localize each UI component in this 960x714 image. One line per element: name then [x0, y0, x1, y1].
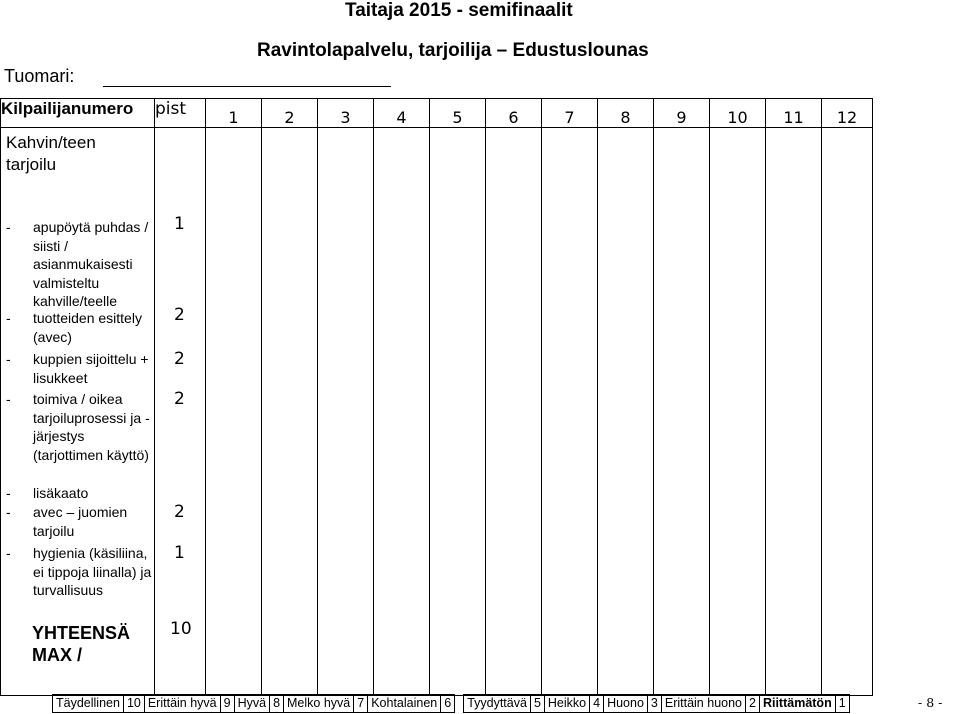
- max-points-value: 2: [174, 389, 185, 409]
- competitor-header-8: 8: [598, 99, 654, 128]
- score-cell-11[interactable]: [766, 128, 822, 696]
- scale-value: 8: [270, 694, 284, 713]
- competitor-header-3: 3: [318, 99, 374, 128]
- score-cell-8[interactable]: [598, 128, 654, 696]
- competitor-header-6: 6: [486, 99, 542, 128]
- score-cell-4[interactable]: [374, 128, 430, 696]
- scale-value: 6: [441, 694, 455, 713]
- scale-label: Hyvä: [235, 694, 270, 713]
- max-points-value: 2: [174, 349, 185, 369]
- score-cell-5[interactable]: [430, 128, 486, 696]
- scale-value: 7: [354, 694, 368, 713]
- points-cell: [155, 128, 206, 696]
- competitor-header-12: 12: [822, 99, 873, 128]
- criterion-text: hygienia (käsiliina, ei tippoja liinalla) ja turvallisuus: [33, 545, 152, 598]
- score-cell-3[interactable]: [318, 128, 374, 696]
- criterion-text: apupöytä puhdas / siisti / asianmukaisesti valmisteltu kahville/teelle: [33, 219, 149, 309]
- criterion-item: - lisäkaato: [1, 484, 154, 503]
- section-title: Kahvin/teen tarjoilu: [6, 133, 96, 174]
- criterion-text: avec – juomien tarjoilu: [33, 504, 128, 539]
- scale-value: 3: [648, 694, 662, 713]
- score-cell-10[interactable]: [710, 128, 766, 696]
- criterion-text: tuotteiden esittely (avec): [33, 310, 142, 345]
- scale-label: Kohtalainen: [368, 694, 441, 713]
- competitor-header-2: 2: [262, 99, 318, 128]
- criterion-text: lisäkaato: [33, 485, 89, 501]
- criteria-row: [1, 128, 873, 696]
- score-cell-7[interactable]: [542, 128, 598, 696]
- header-row: [1, 99, 873, 128]
- judge-label: Tuomari:: [4, 66, 75, 86]
- total-points-value: 10: [170, 619, 192, 639]
- scale-value: 5: [531, 694, 545, 713]
- score-cell-12[interactable]: [822, 128, 873, 696]
- competitor-header-1: 1: [206, 99, 262, 128]
- score-cell-2[interactable]: [262, 128, 318, 696]
- scale-label: Huono: [604, 694, 648, 713]
- scale-label: Melko hyvä: [284, 694, 354, 713]
- scale-label: Erittäin huono: [662, 694, 746, 713]
- criterion-item: - avec – juomien tarjoilu: [1, 503, 154, 544]
- criterion-item: - hygienia (käsiliina, ei tippoja liinalla) ja turvallisuus: [1, 544, 154, 618]
- scale-label: Tyydyttävä: [463, 694, 531, 713]
- competitor-header-4: 4: [374, 99, 430, 128]
- criteria-cell: [1, 128, 155, 696]
- scale-value: 2: [746, 694, 760, 713]
- competitor-header-5: 5: [430, 99, 486, 128]
- criterion-text: kuppien sijoittelu + lisukkeet: [33, 351, 149, 386]
- scale-label: Erittäin hyvä: [145, 694, 221, 713]
- document-title: Taitaja 2015 - semifinaalit: [345, 0, 573, 21]
- scale-label: Riittämätön: [760, 694, 836, 713]
- grading-scale: [52, 694, 850, 713]
- scale-value: 10: [124, 694, 145, 713]
- page-number: - 8 -: [918, 695, 943, 710]
- criterion-text: toimiva / oikea tarjoiluprosessi ja -järjestys (tarjottimen käyttö): [33, 391, 150, 463]
- competitor-number-label: Kilpailijanumero: [1, 99, 155, 128]
- total-label: YHTEENSÄ MAX /: [32, 623, 131, 665]
- max-points-value: 1: [174, 214, 185, 234]
- judge-signature-line[interactable]: [103, 86, 391, 87]
- competitor-header-10: 10: [710, 99, 766, 128]
- scale-label: Heikko: [545, 694, 590, 713]
- score-cell-6[interactable]: [486, 128, 542, 696]
- criterion-item: - toimiva / oikea tarjoiluprosessi ja -järjestys (tarjottimen käyttö): [1, 390, 154, 484]
- document-subtitle: Ravintolapalvelu, tarjoilija – Edustuslounas: [257, 40, 649, 61]
- scale-label: Täydellinen: [52, 694, 124, 713]
- score-cell-1[interactable]: [206, 128, 262, 696]
- criteria-list: [1, 218, 154, 666]
- criterion-item: - apupöytä puhdas / siisti / asianmukaisesti valmisteltu kahville/teelle: [1, 218, 154, 309]
- max-points-value: 2: [174, 305, 185, 325]
- max-points-value: 1: [174, 543, 185, 563]
- points-header: pist: [155, 99, 206, 128]
- criterion-item: - kuppien sijoittelu + lisukkeet: [1, 350, 154, 390]
- score-cell-9[interactable]: [654, 128, 710, 696]
- criterion-item: - tuotteiden esittely (avec): [1, 309, 154, 350]
- competitor-header-7: 7: [542, 99, 598, 128]
- competitor-header-11: 11: [766, 99, 822, 128]
- competitor-header-9: 9: [654, 99, 710, 128]
- scale-value: 4: [590, 694, 604, 713]
- score-table: [0, 98, 873, 696]
- scale-value: 9: [221, 694, 235, 713]
- scale-value: 1: [836, 694, 850, 713]
- max-points-value: 2: [174, 502, 185, 522]
